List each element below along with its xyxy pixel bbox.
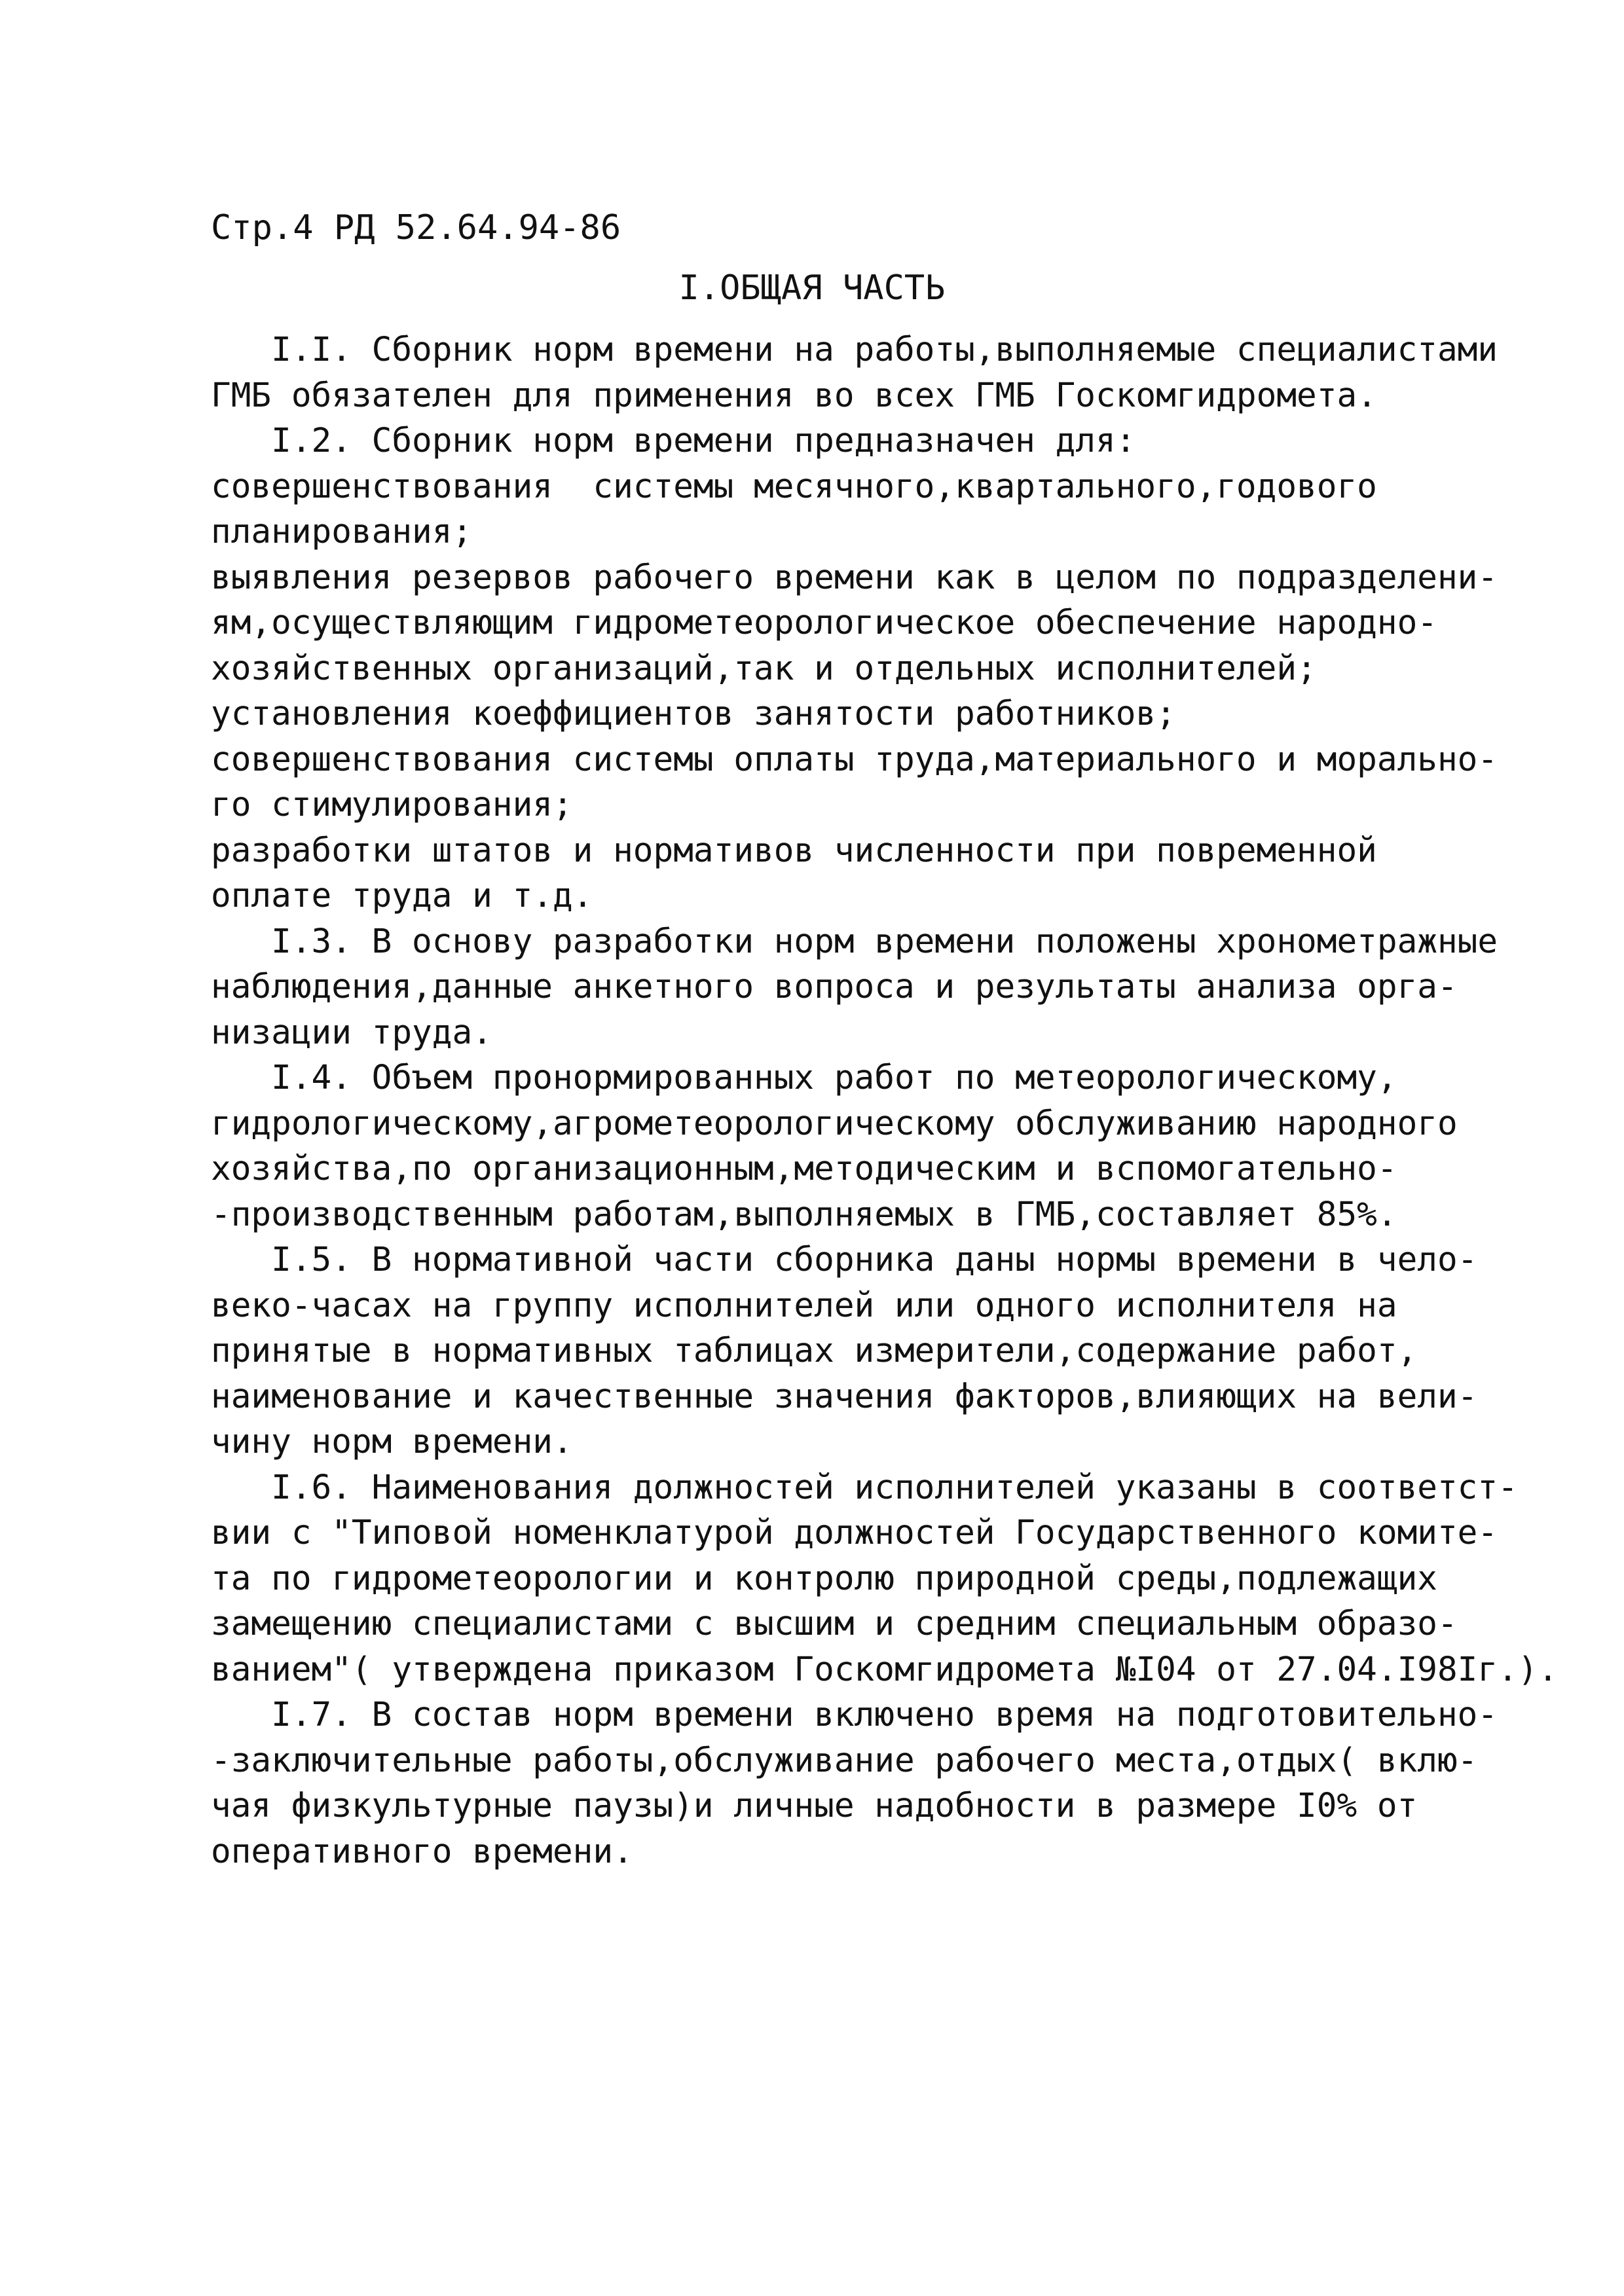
text-line: I.5. В нормативной части сборника даны нормы времени в чело- xyxy=(211,1241,1478,1279)
text-line: I.I. Сборник норм времени на работы,выполняемые специалистами xyxy=(211,331,1498,369)
text-line: наблюдения,данные анкетного вопроса и результаты анализа орга- xyxy=(211,968,1458,1006)
text-line: оплате труда и т.д. xyxy=(211,877,593,915)
text-line: го стимулирования; xyxy=(211,786,573,824)
text-line: веко-часах на группу исполнителей или одного исполнителя на xyxy=(211,1286,1397,1325)
text-line: установления коеффициентов занятости работников; xyxy=(211,695,1176,733)
text-line: выявления резервов рабочего времени как в целом по подразделени- xyxy=(211,558,1498,597)
text-line: наименование и качественные значения факторов,влияющих на вели- xyxy=(211,1377,1478,1416)
text-line: низации труда. xyxy=(211,1013,492,1052)
text-line: ванием"( утверждена приказом Госкомгидромета №I04 от 27.04.I98Iг.). xyxy=(211,1650,1559,1689)
text-line: совершенствования системы месячного,квартального,годового xyxy=(211,467,1377,506)
text-line: I.2. Сборник норм времени предназначен для: xyxy=(211,422,1136,460)
text-line: хозяйственных организаций,так и отдельных исполнителей; xyxy=(211,649,1317,688)
text-line: гидрологическому,агрометеорологическому обслуживанию народного xyxy=(211,1104,1458,1143)
text-line: I.6. Наименования должностей исполнителей указаны в соответст- xyxy=(211,1468,1518,1507)
text-line: вии с "Типовой номенклатурой должностей Государственного комите- xyxy=(211,1514,1498,1552)
text-line: чая физкультурные паузы)и личные надобности в размере I0% от xyxy=(211,1787,1418,1825)
text-line: та по гидрометеорологии и контролю природной среды,подлежащих xyxy=(211,1559,1437,1598)
text-line: замещению специалистами с высшим и средним специальным образо- xyxy=(211,1605,1458,1643)
text-line: оперативного времени. xyxy=(211,1832,633,1871)
page-header-reference: Стр.4 РД 52.64.94-86 xyxy=(211,208,621,247)
section-title: I.ОБЩАЯ ЧАСТЬ xyxy=(678,268,946,308)
text-line: совершенствования системы оплаты труда,материального и морально- xyxy=(211,740,1498,779)
text-line: ям,осуществляющим гидрометеорологическое обеспечение народно- xyxy=(211,604,1437,642)
text-line: разработки штатов и нормативов численности при повременной xyxy=(211,831,1377,870)
text-line: I.7. В состав норм времени включено время на подготовительно- xyxy=(211,1696,1498,1734)
text-line: -производственным работам,выполняемых в ГМБ,составляет 85%. xyxy=(211,1195,1397,1234)
text-line: I.4. Объем пронормированных работ по метеорологическому, xyxy=(211,1059,1397,1097)
text-line: планирования; xyxy=(211,513,473,551)
text-line: хозяйства,по организационным,методическим и вспомогательно- xyxy=(211,1150,1397,1188)
body-text xyxy=(211,327,1586,1874)
text-line: принятые в нормативных таблицах измерители,содержание работ, xyxy=(211,1332,1418,1370)
text-line: чину норм времени. xyxy=(211,1423,573,1461)
text-line: -заключительные работы,обслуживание рабочего места,отдых( вклю- xyxy=(211,1741,1478,1780)
text-line: I.3. В основу разработки норм времени положены хронометражные xyxy=(211,922,1498,961)
text-line: ГМБ обязателен для применения во всех ГМБ Госкомгидромета. xyxy=(211,376,1377,415)
